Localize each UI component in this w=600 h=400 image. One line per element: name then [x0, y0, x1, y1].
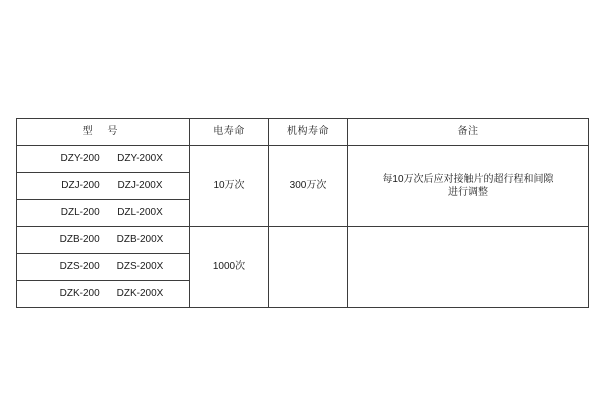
- header-remark: 备注: [348, 119, 589, 146]
- model-code-b: DZB-200X: [116, 234, 164, 246]
- model-code-b: DZS-200X: [116, 261, 164, 273]
- model-cell: [17, 254, 190, 281]
- header-model: 型 号: [17, 119, 190, 146]
- model-cell: [17, 281, 190, 308]
- table-body: [17, 146, 589, 308]
- header-mechanical-life: 机构寿命: [269, 119, 348, 146]
- remark-line-1: 每10万次后应对接触片的超行程和间隙: [382, 173, 554, 185]
- mechanical-life-value: 300万次: [269, 146, 348, 227]
- table-header-row: [17, 119, 589, 146]
- model-cell: [17, 200, 190, 227]
- header-electrical-life: 电寿命: [190, 119, 269, 146]
- remark-cell: [348, 146, 589, 227]
- model-code-a: DZY-200: [60, 153, 100, 165]
- model-code-b: DZK-200X: [116, 288, 164, 300]
- specification-table: [16, 118, 589, 308]
- model-code-a: DZJ-200: [61, 180, 100, 192]
- model-code-a: DZS-200: [59, 261, 100, 273]
- model-code-b: DZL-200X: [117, 207, 163, 219]
- model-code-b: DZJ-200X: [117, 180, 163, 192]
- table-row: [17, 227, 589, 254]
- electrical-life-value-top: 10万次: [190, 146, 269, 227]
- mechanical-life-empty: [269, 227, 348, 308]
- remark-empty: [348, 227, 589, 308]
- electrical-life-value-bottom: 1000次: [190, 227, 269, 308]
- model-code-a: DZB-200: [59, 234, 100, 246]
- model-code-a: DZK-200: [59, 288, 100, 300]
- model-cell: [17, 146, 190, 173]
- model-code-a: DZL-200: [60, 207, 100, 219]
- table-header: [17, 119, 589, 146]
- model-code-b: DZY-200X: [117, 153, 163, 165]
- model-cell: [17, 173, 190, 200]
- remark-line-2: 进行调整: [448, 187, 488, 198]
- table-row: [17, 146, 589, 173]
- model-cell: [17, 227, 190, 254]
